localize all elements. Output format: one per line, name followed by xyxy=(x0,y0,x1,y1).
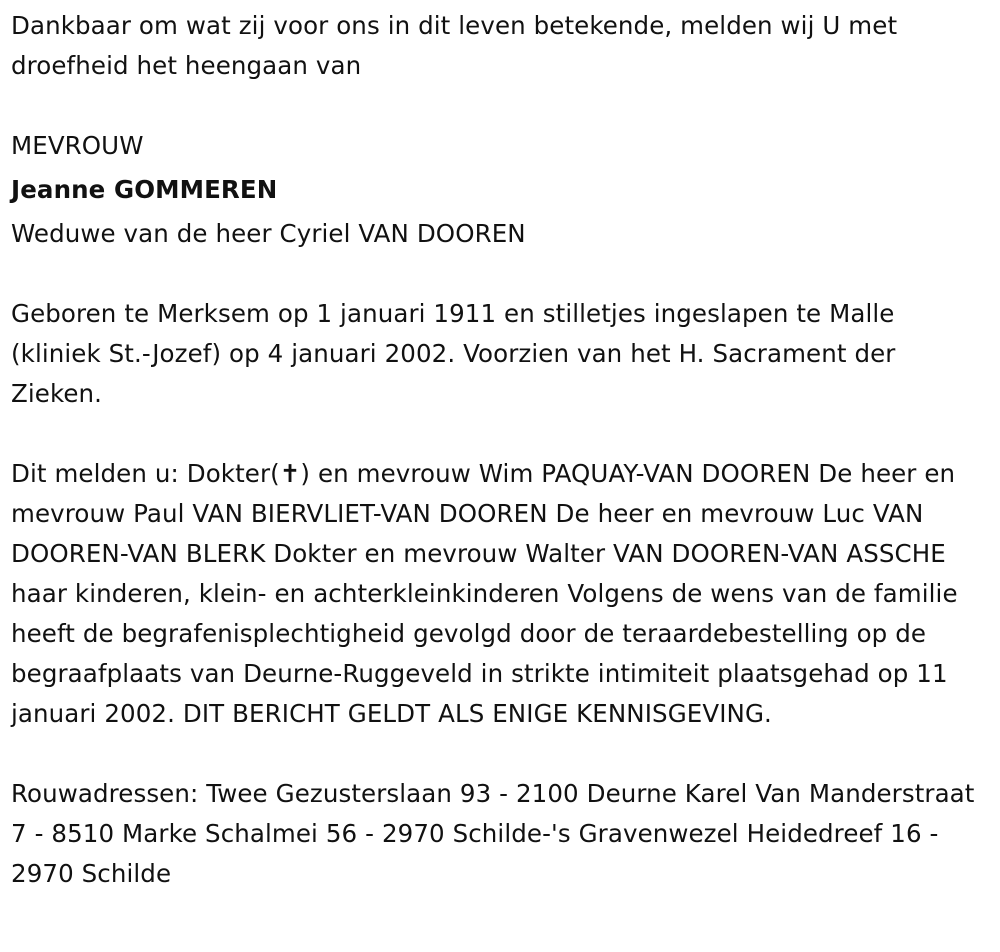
spacer xyxy=(11,86,991,126)
birth-death-paragraph: Geboren te Merksem op 1 januari 1911 en stilletjes ingeslapen te Malle (kliniek St.-Jozef) op 4 januari 2002. Voorzien van het H. Sacrament der Zieken. xyxy=(11,299,896,408)
spacer xyxy=(11,254,991,294)
spacer xyxy=(11,734,991,774)
intro-paragraph: Dankbaar om wat zij voor ons in dit leven betekende, melden wij U met droefheid het heengaan van xyxy=(11,11,898,80)
obituary-notice xyxy=(11,6,991,894)
addresses-paragraph: Rouwadressen: Twee Gezusterslaan 93 - 2100 Deurne Karel Van Manderstraat 7 - 8510 Marke Schalmei 56 - 2970 Schilde-'s Gravenwezel Heidedreef 16 - 2970 Schilde xyxy=(11,779,975,888)
spacer xyxy=(11,414,991,454)
honorific-title: MEVROUW xyxy=(11,131,144,160)
deceased-name: Jeanne GOMMEREN xyxy=(11,175,278,204)
widow-line: Weduwe van de heer Cyriel VAN DOOREN xyxy=(11,219,526,248)
announcement-paragraph: Dit melden u: Dokter(✝) en mevrouw Wim PAQUAY-VAN DOOREN De heer en mevrouw Paul VAN BIERVLIET-VAN DOOREN De heer en mevrouw Luc VAN DOOREN-VAN BLERK Dokter en mevrouw Walter VAN DOOREN-VAN ASSCHE haar kinderen, klein- en achterkleinkinderen Volgens de wens van de familie heeft de begrafenisplechtigheid gevolgd door de teraardebestelling op de begraafplaats van Deurne-Ruggeveld in strikte intimiteit plaatsgehad op 11 januari 2002. DIT BERICHT GELDT ALS ENIGE KENNISGEVING. xyxy=(11,459,958,728)
